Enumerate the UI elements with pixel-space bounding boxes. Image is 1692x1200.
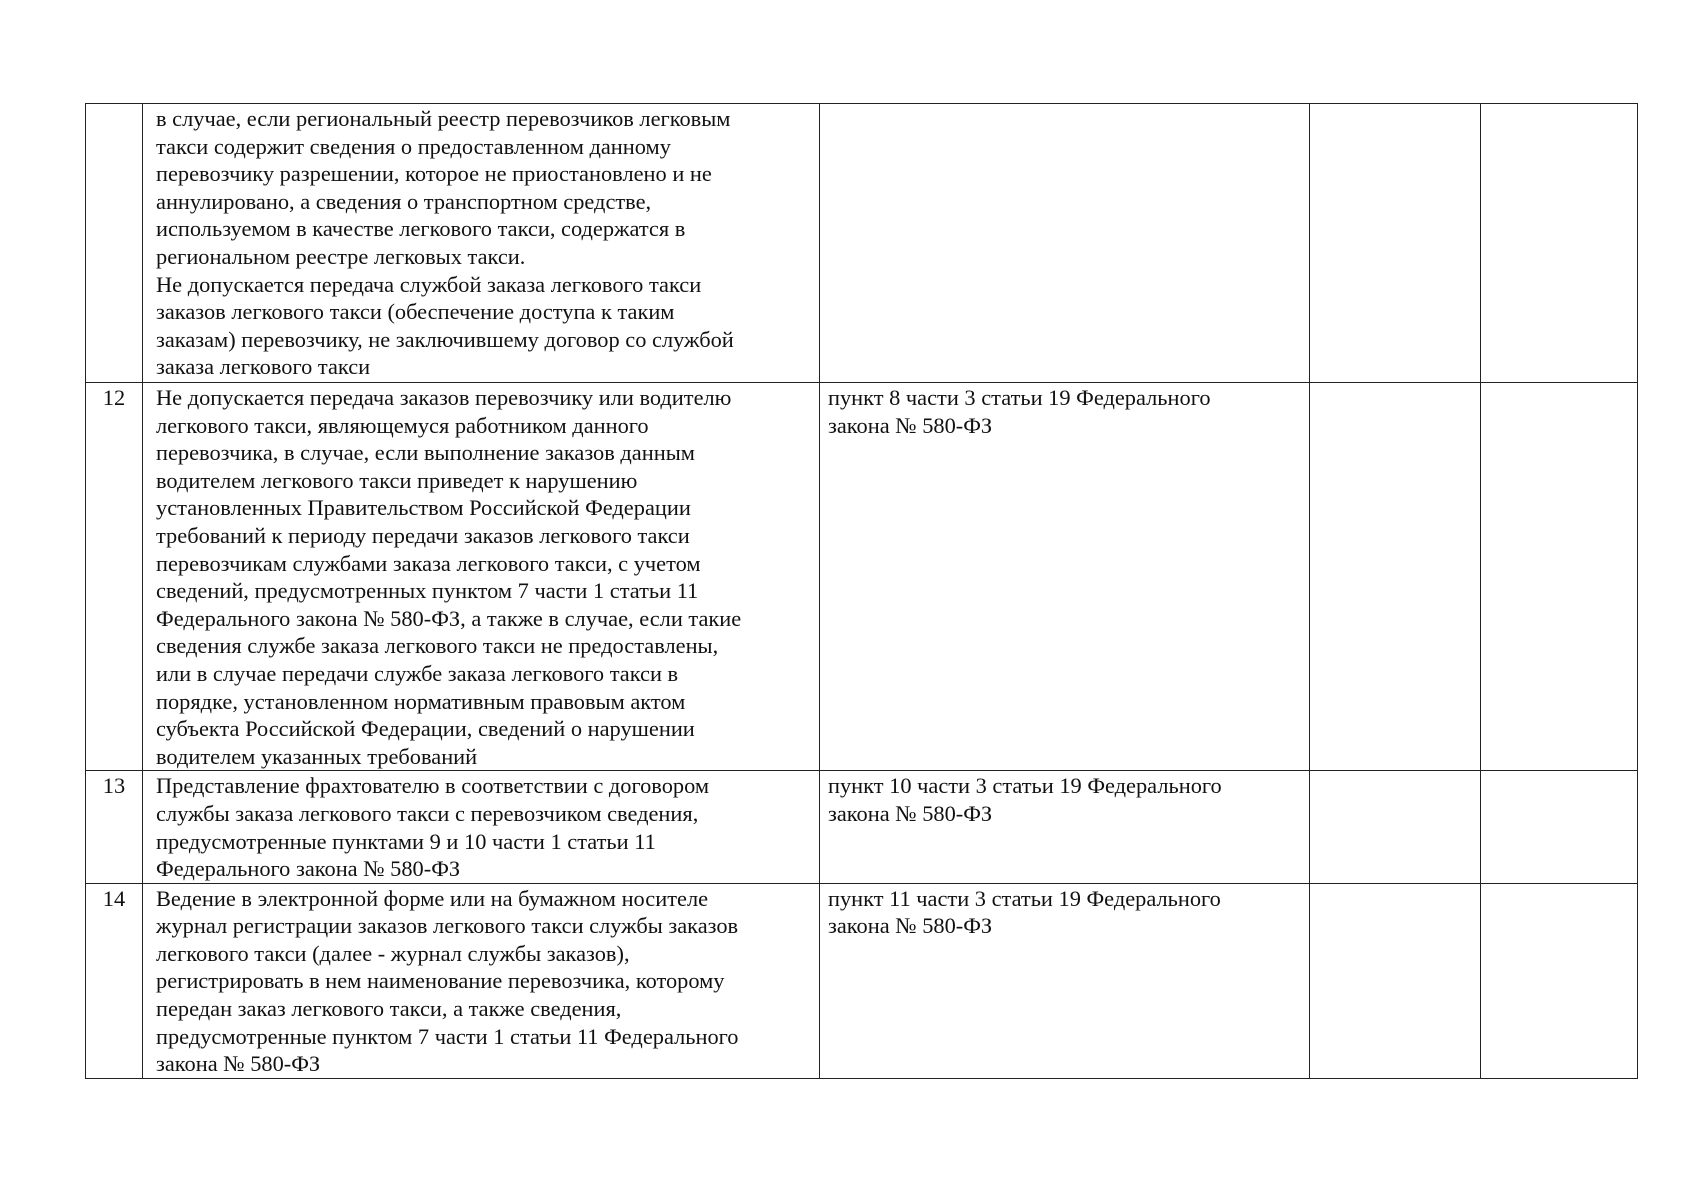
table-row (86, 771, 1638, 883)
requirement-text: Ведение в электронной форме или на бумажном носителе журнал регистрации заказов легкового такси службы заказов легкового такси (далее - журнал службы заказов), регистрировать в нем наименование перевозчика, которому передан заказ легкового такси, а также сведения, предусмотренные пунктом 7 части 1 статьи 11 Федерального закона № 580-ФЗ (143, 883, 820, 1078)
requirements-table (85, 103, 1638, 1079)
empty-cell (1310, 104, 1481, 383)
empty-cell (1481, 104, 1638, 383)
legal-reference: пункт 11 части 3 статьи 19 Федерального закона № 580-ФЗ (820, 883, 1310, 1078)
empty-cell (1310, 771, 1481, 883)
legal-reference (820, 104, 1310, 383)
row-number: 14 (86, 883, 143, 1078)
table-row (86, 883, 1638, 1078)
table-row (86, 104, 1638, 383)
row-number (86, 104, 143, 383)
requirement-text: в случае, если региональный реестр перевозчиков легковым такси содержит сведения о предоставленном данному перевозчику разрешении, которое не приостановлено и не аннулировано, а сведения о транспортном средстве, используемом в качестве легкового такси, содержатся в региональном реестре легковых такси. Не допускается передача службой заказа легкового такси заказов легкового такси (обеспечение доступа к таким заказам) перевозчику, не заключившему договор со службой заказа легкового такси (143, 104, 820, 383)
empty-cell (1310, 383, 1481, 771)
empty-cell (1481, 383, 1638, 771)
legal-reference: пункт 8 части 3 статьи 19 Федерального закона № 580-ФЗ (820, 383, 1310, 771)
empty-cell (1481, 771, 1638, 883)
row-number: 13 (86, 771, 143, 883)
table-row (86, 383, 1638, 771)
legal-reference: пункт 10 части 3 статьи 19 Федерального закона № 580-ФЗ (820, 771, 1310, 883)
requirement-text: Представление фрахтователю в соответствии с договором службы заказа легкового такси с перевозчиком сведения, предусмотренные пунктами 9 и 10 части 1 статьи 11 Федерального закона № 580-ФЗ (143, 771, 820, 883)
row-number: 12 (86, 383, 143, 771)
empty-cell (1310, 883, 1481, 1078)
requirement-text: Не допускается передача заказов перевозчику или водителю легкового такси, являющемуся работником данного перевозчика, в случае, если выполнение заказов данным водителем легкового такси приведет к нарушению установленных Правительством Российской Федерации требований к периоду передачи заказов легкового такси перевозчикам службами заказа легкового такси, с учетом сведений, предусмотренных пунктом 7 части 1 статьи 11 Федерального закона № 580-ФЗ, а также в случае, если такие сведения службе заказа легкового такси не предоставлены, или в случае передачи службе заказа легкового такси в порядке, установленном нормативным правовым актом субъекта Российской Федерации, сведений о нарушении водителем указанных требований (143, 383, 820, 771)
empty-cell (1481, 883, 1638, 1078)
